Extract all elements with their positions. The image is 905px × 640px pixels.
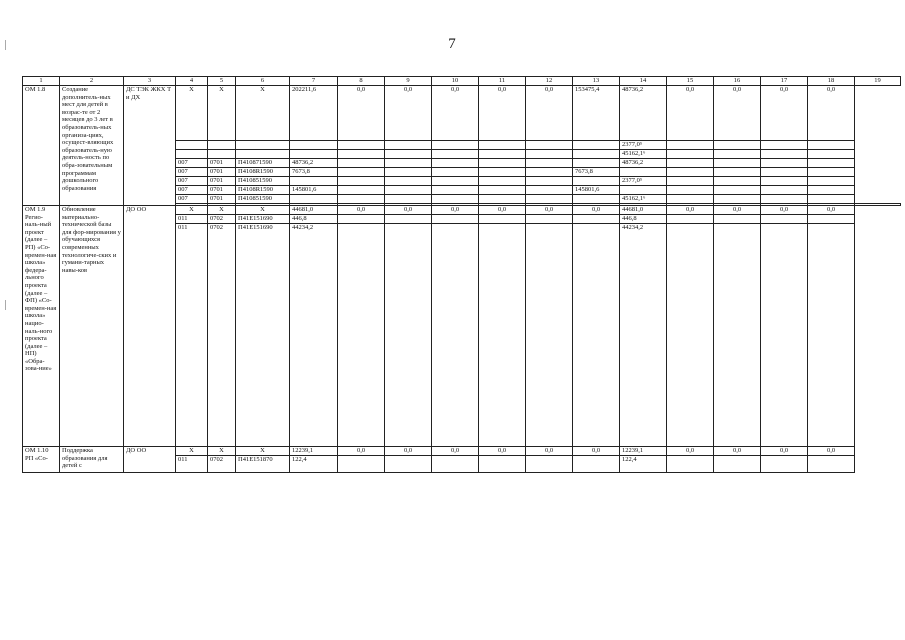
table-cell <box>808 186 855 195</box>
table-cell <box>338 177 385 186</box>
table-cell: Х <box>176 206 208 215</box>
table-cell: П41Е151690 <box>236 215 290 224</box>
table-cell <box>479 456 526 473</box>
table-cell <box>808 141 855 150</box>
table-cell <box>808 159 855 168</box>
table-cell: Х <box>208 206 236 215</box>
table-cell <box>432 215 479 224</box>
table-cell: 0,0 <box>432 447 479 456</box>
table-cell <box>176 150 208 159</box>
table-cell <box>479 195 526 204</box>
table-cell: 0701 <box>208 168 236 177</box>
table-cell <box>290 177 338 186</box>
table-cell <box>432 177 479 186</box>
table-cell: 0,0 <box>526 206 573 215</box>
table-cell <box>432 456 479 473</box>
header-cell: 3 <box>124 77 176 86</box>
table-cell <box>808 215 855 224</box>
table-cell <box>573 224 620 447</box>
table-cell: 0,0 <box>714 206 761 215</box>
table-cell: 0,0 <box>338 86 385 141</box>
table-cell: 2377,0⁵ <box>620 141 667 150</box>
table-cell <box>338 168 385 177</box>
table-cell: 202211,6 <box>290 86 338 141</box>
table-cell: П410851590 <box>236 177 290 186</box>
table-cell <box>236 141 290 150</box>
budget-table <box>22 76 901 473</box>
table-cell <box>761 159 808 168</box>
table-cell: П410851590 <box>236 195 290 204</box>
header-cell: 14 <box>620 77 667 86</box>
measure-code: ОМ 1.8 <box>23 86 60 206</box>
table-cell <box>573 159 620 168</box>
table-cell: 0,0 <box>338 206 385 215</box>
table-cell <box>667 456 714 473</box>
table-cell <box>620 168 667 177</box>
table-cell <box>385 215 432 224</box>
table-cell: 0,0 <box>667 447 714 456</box>
table-cell <box>620 186 667 195</box>
table-cell <box>290 150 338 159</box>
measure-code: ОМ 1.9 Регио-наль-ный проект (далее – РП) «Со-времен-ная школа» федера-льного проекта (далее – ФП) «Со-времен-ная школа» нацио-наль-ного проекта (далее – НП) «Обра-зова-ние» <box>23 206 60 447</box>
header-cell: 2 <box>60 77 124 86</box>
table-cell <box>714 215 761 224</box>
table-cell <box>385 177 432 186</box>
margin-mark <box>5 300 6 310</box>
table-cell <box>479 186 526 195</box>
table-cell <box>526 195 573 204</box>
table-cell: 0,0 <box>714 86 761 141</box>
table-cell: 7673,8 <box>290 168 338 177</box>
header-cell: 9 <box>385 77 432 86</box>
header-cell: 16 <box>714 77 761 86</box>
table-cell <box>479 215 526 224</box>
table-cell <box>385 456 432 473</box>
table-cell: 007 <box>176 186 208 195</box>
table-cell: 007 <box>176 195 208 204</box>
table-cell <box>338 195 385 204</box>
table-cell <box>479 150 526 159</box>
table-cell <box>338 186 385 195</box>
table-cell <box>338 215 385 224</box>
table-cell: 45162,1⁶ <box>620 150 667 159</box>
table-cell: 12239,1 <box>620 447 667 456</box>
table-cell: 0702 <box>208 215 236 224</box>
header-cell: 19 <box>855 77 901 86</box>
measure-code: ОМ 1.10 РП «Со- <box>23 447 60 473</box>
table-cell: 0,0 <box>573 447 620 456</box>
table-cell <box>667 141 714 150</box>
table-cell <box>385 224 432 447</box>
table-cell <box>761 456 808 473</box>
table-cell <box>385 195 432 204</box>
table-cell: 0,0 <box>479 447 526 456</box>
table-cell: Х <box>208 86 236 141</box>
table-cell: 0,0 <box>667 206 714 215</box>
table-cell <box>573 215 620 224</box>
table-cell <box>714 168 761 177</box>
table-cell <box>667 159 714 168</box>
table-cell: Х <box>208 447 236 456</box>
table-cell: 44681,0 <box>290 206 338 215</box>
table-cell <box>573 195 620 204</box>
table-cell <box>714 141 761 150</box>
header-cell: 6 <box>236 77 290 86</box>
table-cell <box>761 195 808 204</box>
header-cell: 13 <box>573 77 620 86</box>
table-cell <box>236 150 290 159</box>
table-cell: 0,0 <box>808 447 855 456</box>
table-cell <box>432 168 479 177</box>
table-cell <box>667 168 714 177</box>
table-cell <box>526 456 573 473</box>
table-cell: 0,0 <box>385 206 432 215</box>
table-cell: 0,0 <box>573 206 620 215</box>
table-cell <box>573 177 620 186</box>
table-cell <box>714 177 761 186</box>
table-cell <box>526 141 573 150</box>
table-cell: 48736,2 <box>620 86 667 141</box>
table-cell <box>761 186 808 195</box>
table-cell <box>479 224 526 447</box>
table-cell <box>479 141 526 150</box>
table-cell: 48736,2 <box>290 159 338 168</box>
table-cell <box>479 159 526 168</box>
measure-name: Создание дополнитель-ных мест для детей в возрас-те от 2 месяцев до 3 лет в образователь-ных организа-циях, осущест-вляющих образователь-ную деятель-ность по обра-зовательным программам дошкольного образования <box>60 86 124 206</box>
table-cell <box>338 141 385 150</box>
table-cell <box>385 186 432 195</box>
table-cell: П41Е151690 <box>236 224 290 447</box>
table-cell <box>526 168 573 177</box>
header-cell: 17 <box>761 77 808 86</box>
measure-name: Обновление материально-технической базы для фор-мирования у обучающихся современных технологиче-ских и гумани-тарных навы-ков <box>60 206 124 447</box>
table-cell: 0,0 <box>526 86 573 141</box>
table-cell: 0,0 <box>808 86 855 141</box>
table-cell: 0,0 <box>432 86 479 141</box>
table-cell <box>573 456 620 473</box>
table-cell: Х <box>236 206 290 215</box>
table-cell <box>338 224 385 447</box>
table-cell <box>479 177 526 186</box>
table-cell <box>714 150 761 159</box>
table-cell <box>761 224 808 447</box>
table-cell <box>526 159 573 168</box>
table-cell <box>714 186 761 195</box>
table-row <box>23 206 901 215</box>
header-cell: 11 <box>479 77 526 86</box>
table-cell: 0,0 <box>479 86 526 141</box>
table-cell <box>808 168 855 177</box>
table-cell <box>338 159 385 168</box>
measure-executor: ДО ОО <box>124 447 176 473</box>
header-cell: 1 <box>23 77 60 86</box>
table-cell <box>290 195 338 204</box>
table-cell: 446,8 <box>290 215 338 224</box>
table-cell <box>761 168 808 177</box>
table-cell: 0,0 <box>479 206 526 215</box>
table-cell: 12239,1 <box>290 447 338 456</box>
table-cell: 0,0 <box>385 86 432 141</box>
table-cell <box>667 224 714 447</box>
table-cell <box>808 456 855 473</box>
table-row <box>23 86 901 141</box>
table-cell: 011 <box>176 456 208 473</box>
table-cell: 0,0 <box>667 86 714 141</box>
table-cell <box>176 141 208 150</box>
header-cell: 8 <box>338 77 385 86</box>
table-cell <box>526 186 573 195</box>
header-cell: 18 <box>808 77 855 86</box>
page-number: 7 <box>448 36 456 52</box>
table-cell: 0701 <box>208 195 236 204</box>
table-cell <box>573 141 620 150</box>
table-cell: 011 <box>176 215 208 224</box>
table-cell <box>667 177 714 186</box>
table-cell: 0701 <box>208 177 236 186</box>
table-cell: 0701 <box>208 159 236 168</box>
table-cell: П4108R1590 <box>236 168 290 177</box>
table-cell: 7673,8 <box>573 168 620 177</box>
table-cell <box>338 150 385 159</box>
header-cell: 12 <box>526 77 573 86</box>
table-cell: 011 <box>176 224 208 447</box>
margin-mark <box>5 40 6 50</box>
table-cell <box>855 204 901 206</box>
table-cell <box>714 224 761 447</box>
measure-executor: ДО ОО <box>124 206 176 447</box>
table-cell: 44234,2 <box>620 224 667 447</box>
table-cell: 2377,0⁵ <box>620 177 667 186</box>
table-cell: 48736,2 <box>620 159 667 168</box>
table-cell <box>808 195 855 204</box>
table-cell <box>573 150 620 159</box>
table-cell <box>667 215 714 224</box>
table-cell: 446,8 <box>620 215 667 224</box>
table-cell <box>761 150 808 159</box>
header-cell: 15 <box>667 77 714 86</box>
table-cell <box>432 224 479 447</box>
table-cell: 0,0 <box>432 206 479 215</box>
measure-name: Поддержка образования для детей с <box>60 447 124 473</box>
table-cell <box>526 177 573 186</box>
header-cell: 7 <box>290 77 338 86</box>
table-cell <box>432 195 479 204</box>
table-cell <box>714 159 761 168</box>
table-cell: 153475,4 <box>573 86 620 141</box>
table-cell <box>338 456 385 473</box>
table-cell: Х <box>176 86 208 141</box>
header-row <box>23 77 901 86</box>
table-cell <box>208 141 236 150</box>
table-cell <box>808 150 855 159</box>
table-cell <box>808 177 855 186</box>
table-cell: 0,0 <box>526 447 573 456</box>
table-cell: 0,0 <box>761 447 808 456</box>
table-cell <box>432 150 479 159</box>
table-cell <box>385 159 432 168</box>
table-cell <box>479 168 526 177</box>
table-cell <box>761 215 808 224</box>
table-cell: 0701 <box>208 186 236 195</box>
table-cell <box>526 150 573 159</box>
table-cell: 007 <box>176 177 208 186</box>
table-cell <box>761 141 808 150</box>
table-cell: 0,0 <box>385 447 432 456</box>
header-cell: 4 <box>176 77 208 86</box>
table-cell <box>526 215 573 224</box>
table-cell: 0,0 <box>761 206 808 215</box>
table-cell <box>714 195 761 204</box>
table-cell: П41Е151870 <box>236 456 290 473</box>
measure-executor: ДС ТЭК ЖКХ Т и ДХ <box>124 86 176 206</box>
table-cell: Х <box>176 447 208 456</box>
table-cell: 122,4 <box>620 456 667 473</box>
table-cell: 0,0 <box>808 206 855 215</box>
table-cell: П410871590 <box>236 159 290 168</box>
table-cell: 0,0 <box>338 447 385 456</box>
table-cell: 45162,1⁶ <box>620 195 667 204</box>
table-cell: 0702 <box>208 456 236 473</box>
table-cell: 007 <box>176 159 208 168</box>
table-cell <box>208 150 236 159</box>
table-cell <box>385 141 432 150</box>
table-cell <box>526 224 573 447</box>
table-cell <box>385 150 432 159</box>
table-cell: Х <box>236 86 290 141</box>
table-cell: 007 <box>176 168 208 177</box>
table-cell: 145801,6 <box>573 186 620 195</box>
table-cell <box>432 159 479 168</box>
table-cell <box>290 141 338 150</box>
table-cell <box>385 168 432 177</box>
table-cell: 122,4 <box>290 456 338 473</box>
table-cell: 44234,2 <box>290 224 338 447</box>
table-cell <box>667 195 714 204</box>
table-cell: 0,0 <box>761 86 808 141</box>
table-cell <box>667 150 714 159</box>
table-cell <box>667 186 714 195</box>
table-cell: 145801,6 <box>290 186 338 195</box>
header-cell: 5 <box>208 77 236 86</box>
table-cell <box>432 141 479 150</box>
header-cell: 10 <box>432 77 479 86</box>
table-cell <box>761 177 808 186</box>
table-cell <box>432 186 479 195</box>
table-cell: Х <box>236 447 290 456</box>
table-cell: 0702 <box>208 224 236 447</box>
table-cell <box>808 224 855 447</box>
table-row <box>23 447 901 456</box>
table-cell: П4108R1590 <box>236 186 290 195</box>
table-cell: 0,0 <box>714 447 761 456</box>
table-cell <box>714 456 761 473</box>
table-cell: 44681,0 <box>620 206 667 215</box>
